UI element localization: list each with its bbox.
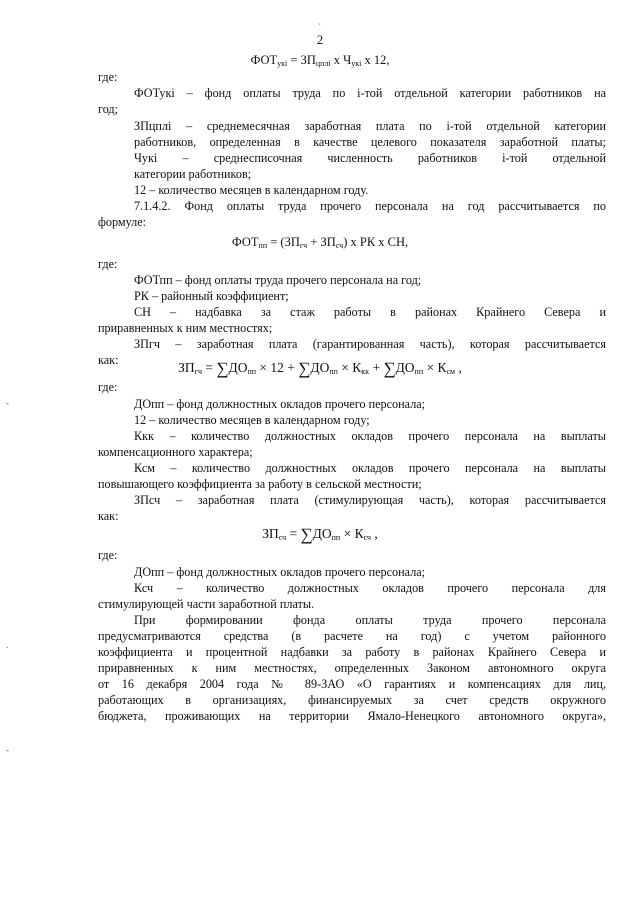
page-number: 2 <box>316 33 324 47</box>
definition-line: РК – районный коэффициент; <box>134 289 289 303</box>
formula-zp-gch: $ЗП_{гч} = \sum ДО_{пп} \times 12 + \sum ДО_{пп} \times К_{кк} + \sum ДО_{пп} \times К_{см}$ , <box>178 359 462 378</box>
where-label: где: <box>98 257 118 271</box>
formula-zp-sch: $ЗП_{сч} = \sum ДО_{пп} \times К_{сч}$ , <box>262 525 378 544</box>
paragraph-line: от 16 декабря 2004 года № 89-ЗАО «О гарантиях и компенсациях для лиц, <box>98 677 606 691</box>
definition-line: Ксч – количество должностных окладов прочего персонала для <box>134 581 606 595</box>
definition-line: работников, определенная в качестве целевого показателя заработной платы; <box>134 135 606 149</box>
paragraph-line: 7.1.4.2. Фонд оплаты труда прочего персонала на год рассчитывается по <box>134 199 606 213</box>
paragraph-line: работающих в организациях, финансируемых за счет средств окружного <box>98 693 606 707</box>
where-label: где: <box>98 548 118 562</box>
definition-line: ДОпп – фонд должностных окладов прочего персонала; <box>134 397 426 411</box>
definition-line: категории работников; <box>134 167 252 181</box>
definition-line: повышающего коэффициента за работу в сельской местности; <box>98 477 422 491</box>
definition-line: Ккк – количество должностных окладов прочего персонала на выплаты <box>134 429 606 443</box>
paragraph-line: бюджета, проживающих на территории Ямало-Ненецкого автономного округа», <box>98 709 606 723</box>
paragraph-line: предусматриваются средства (в расчете на год) с учетом районного <box>98 629 606 643</box>
scan-mark: . <box>6 640 9 650</box>
paragraph-line: приравненных к ним местностях, определенных Законом автономного округа <box>98 661 606 675</box>
definition-line: компенсационного характера; <box>98 445 253 459</box>
formula-fot-pp: $ФОТ_{пп} = (ЗП_{гч} + ЗП_{сч})$ х РК х СН, <box>231 235 409 250</box>
definition-line: приравненных к ним местностях; <box>98 321 273 335</box>
scan-mark: - <box>6 398 9 408</box>
definition-line: как: <box>98 353 119 367</box>
definition-line: Ксм – количество должностных окладов прочего персонала на выплаты <box>134 461 606 475</box>
definition-line: 12 – количество месяцев в календарном году. <box>134 183 369 197</box>
definition-line: ЗПгч – заработная плата (гарантированная часть), которая рассчитывается <box>134 337 606 351</box>
definition-line: СН – надбавка за стаж работы в районах Крайнего Севера и <box>134 305 606 319</box>
paragraph-line: При формировании фонда оплаты труда прочего персонала <box>134 613 606 627</box>
definition-line: как: <box>98 509 119 523</box>
definition-line: 12 – количество месяцев в календарном году; <box>134 413 370 427</box>
definition-line: ЗПсч – заработная плата (стимулирующая часть), которая рассчитывается <box>134 493 606 507</box>
scan-mark: ` <box>318 22 321 32</box>
definition-line: ФОТукі – фонд оплаты труда по і-той отдельной категории работников на <box>134 86 606 100</box>
paragraph-line: формуле: <box>98 215 147 229</box>
formula-fot-uki: $ФОТ_{укі} = ЗП_{цплі}$ х $Ч_{укі}$ х 12, <box>250 53 390 68</box>
paragraph-line: коэффициента и процентной надбавки за работу в районах Крайнего Севера и <box>98 645 606 659</box>
definition-line: стимулирующей части заработной платы. <box>98 597 315 611</box>
definition-line: ЗПцплі – среднемесячная заработная плата по і-той отдельной категории <box>134 119 606 133</box>
definition-line: год; <box>98 102 119 116</box>
where-label: где: <box>98 70 118 84</box>
definition-line: ФОТпп – фонд оплаты труда прочего персонала на год; <box>134 273 422 287</box>
definition-line: Чукі – среднесписочная численность работников і-той отдельной <box>134 151 606 165</box>
scan-mark: - <box>6 745 9 755</box>
definition-line: ДОпп – фонд должностных окладов прочего персонала; <box>134 565 426 579</box>
where-label: где: <box>98 380 118 394</box>
